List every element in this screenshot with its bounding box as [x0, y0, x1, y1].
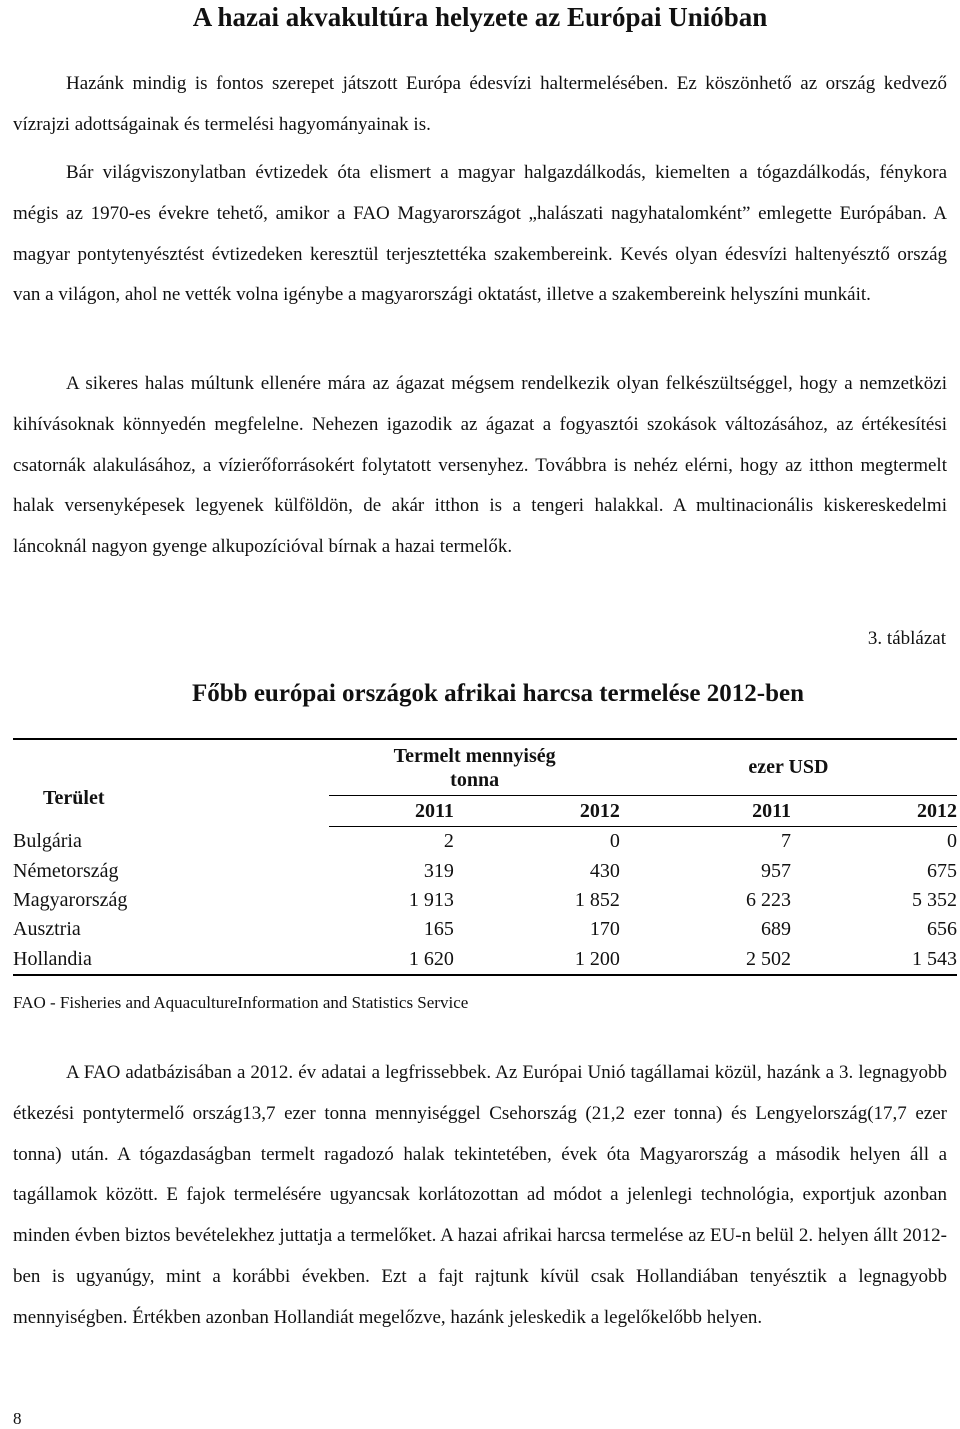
- value-2012-cell: 5 352: [912, 888, 957, 911]
- table-row: [13, 827, 957, 857]
- country-cell: Németország: [13, 859, 119, 882]
- table-header-row: [13, 739, 957, 796]
- value-2011-cell: 7: [780, 830, 791, 853]
- value-2012-cell: 675: [927, 859, 957, 882]
- table-row: [13, 856, 957, 885]
- year-header: 2011: [620, 796, 791, 827]
- paragraph-4: A FAO adatbázisában a 2012. év adatai a legfrissebbek. Az Európai Unió tagállamai közül, hazánk a 3. legnagyobb étkezési pontytermelő ország13,7 ezer tonna mennyiséggel Csehország (21,2 ezer tonna) és Lengyelország(17,7 ezer tonna) után. A tógazdaságban termelt ragadozó halak tekintetében, évek óta Magyarország a második helyen áll a tagállamok között. E fajok termelésére ugyancsak korlátozottan ad módot a jelenlegi technológia, exportjuk azonban minden évben biztos bevételekhez juttatja a termelőket. A hazai afrikai harcsa termelése az EU-n belül 2. helyen állt 2012-ben is ugyanúgy, mint a korábbi években. Ezt a fajt rajtunk kívül csak Hollandiában tenyésztik a legnagyobb mennyiségben. Értékben azonban Hollandiát megelőzve, hazánk jeleskedik a legelőkelőbb helyen.: [13, 1062, 947, 1328]
- table-title: Főbb európai országok afrikai harcsa termelése 2012-ben: [192, 680, 804, 707]
- country-cell: Ausztria: [13, 918, 81, 941]
- value-2012-cell: 0: [947, 830, 957, 853]
- country-cell: Magyarország: [13, 888, 128, 911]
- production-table: [13, 738, 957, 976]
- quantity-2012-cell: 170: [589, 918, 620, 941]
- quantity-unit: tonna: [450, 768, 500, 791]
- quantity-2012-cell: 0: [609, 830, 620, 853]
- quantity-2011-cell: 2: [443, 830, 454, 853]
- page-title: A hazai akvakultúra helyzete az Európai Unióban: [192, 2, 768, 32]
- value-2011-cell: 2 502: [620, 945, 791, 975]
- quantity-2011-cell: 1 913: [408, 888, 454, 911]
- paragraph-3: A sikeres halas múltunk ellenére mára az ágazat mégsem rendelkezik olyan felkészültséggel, hogy a nemzetközi kihívásoknak könnyedén megfelelne. Nehezen igazodik az ágazat a fogyasztói szokások változásához, az értékesítési csatornák alakulásához, a vízierőforrásokért folytatott versenyhez. Továbbra is nehéz elérni, hogy az itthon megtermelt halak versenyképesek legyenek külföldön, de akár itthon is a tengeri halakkal. A multinacionális kiskereskedelmi láncoknál nagyon gyenge alkupozícióval bírnak a hazai termelők.: [13, 373, 947, 558]
- quantity-2012-cell: 1 852: [574, 888, 620, 911]
- value-2012-cell: 1 543: [791, 945, 957, 975]
- quantity-2012-cell: 430: [589, 859, 620, 882]
- value-2011-cell: 6 223: [745, 888, 791, 911]
- value-2012-cell: 656: [927, 918, 957, 941]
- quantity-2011-cell: 1 620: [329, 945, 453, 975]
- column-header-area: Terület: [13, 739, 329, 827]
- column-header-value: ezer USD: [620, 739, 957, 796]
- table-source: FAO - Fisheries and AquacultureInformation and Statistics Service: [13, 993, 469, 1012]
- quantity-2012-cell: 1 200: [454, 945, 620, 975]
- quantity-2011-cell: 165: [423, 918, 454, 941]
- table-number: 3. táblázat: [867, 628, 946, 649]
- value-2011-cell: 957: [760, 859, 791, 882]
- table-row: [13, 886, 957, 915]
- country-cell: Hollandia: [13, 945, 329, 975]
- country-cell: Bulgária: [13, 829, 82, 852]
- paragraph-2: Bár világviszonylatban évtizedek óta elismert a magyar halgazdálkodás, kiemelten a tógazdálkodás, fénykora mégis az 1970-es évekre tehető, amikor a FAO Magyarországot „halászati nagyhatalomként” emlegette Európában. A magyar pontytenyésztést évtizedeken keresztül terjesztettéka szakembereink. Kevés olyan édesvízi haltenyésztő ország van a világon, ahol ne vették volna igénybe a magyarországi oktatást, illetve a szakembereink helyszíni munkáit.: [13, 162, 947, 306]
- table-row: [13, 915, 957, 944]
- page-number: 8: [13, 1409, 22, 1428]
- quantity-2011-cell: 319: [423, 859, 454, 882]
- value-2011-cell: 689: [760, 918, 791, 941]
- year-header: 2012: [791, 796, 957, 827]
- quantity-label: Termelt mennyiség: [393, 744, 556, 767]
- year-header: 2011: [329, 796, 453, 827]
- column-header-quantity: [329, 739, 619, 796]
- paragraph-1: Hazánk mindig is fontos szerepet játszott Európa édesvízi haltermelésében. Ez köszönhető az ország kedvező vízrajzi adottságainak és termelési hagyományainak is.: [13, 73, 947, 135]
- table-row: [13, 945, 957, 975]
- year-header: 2012: [454, 796, 620, 827]
